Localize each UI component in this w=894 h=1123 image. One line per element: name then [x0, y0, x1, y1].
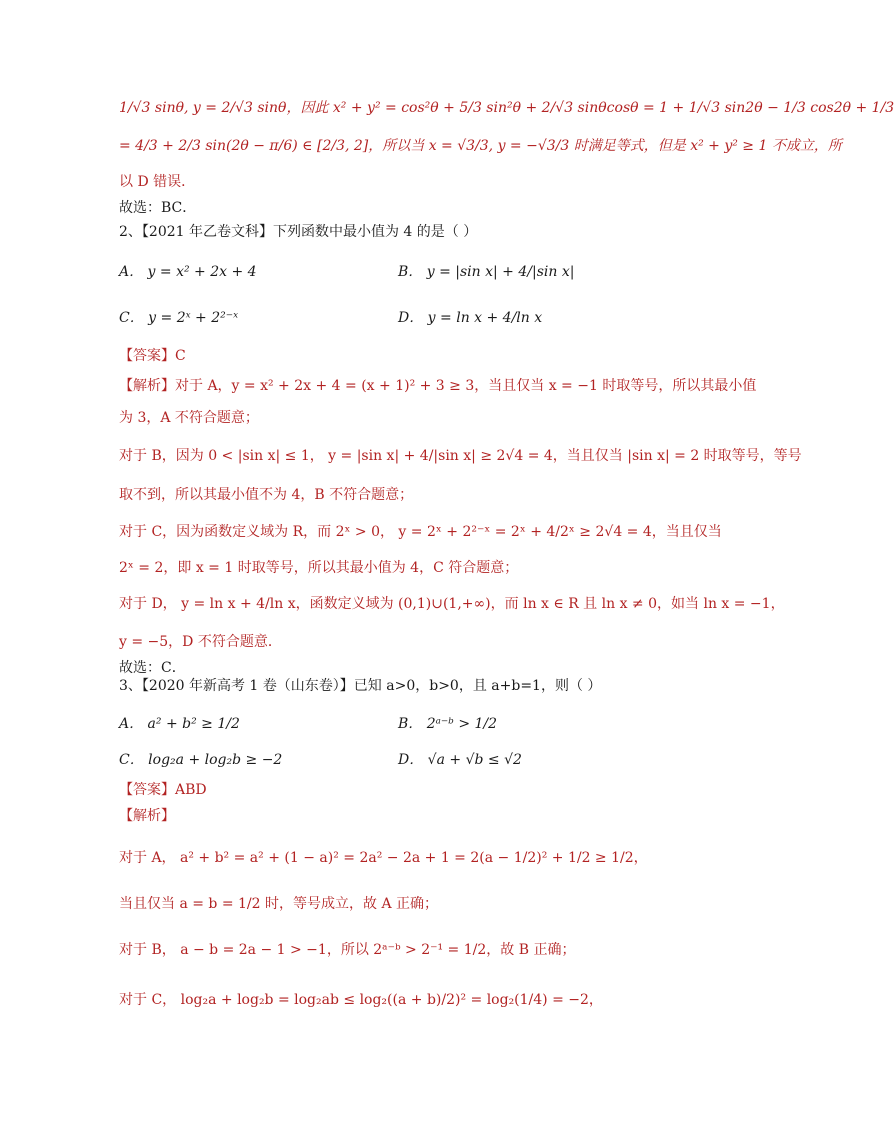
q3-option-b: B． 2ᵃ⁻ᵇ > 1/2 [398, 716, 498, 732]
q2-result: 故选：C． [119, 660, 186, 676]
q2-analysis-1: 【解析】对于 A，y = x² + 2x + 4 = (x + 1)² + 3 ≥ 3，当且仅当 x = −1 时取等号，所以其最小值 [119, 378, 757, 394]
q2-answer: 【答案】C [119, 348, 186, 364]
continuation-line-1: 1/√3 sinθ, y = 2/√3 sinθ，因此 x² + y² = cos²θ + 5/3 sin²θ + 2/√3 sinθcosθ = 1 + 1/√3 sin2θ − 1/3 cos2θ + 1/3 [119, 100, 894, 116]
q2-title: 2、【2021 年乙卷文科】下列函数中最小值为 4 的是（ ） [119, 224, 478, 240]
q2-analysis-3: 对于 B，因为 0 < |sin x| ≤ 1， y = |sin x| + 4/|sin x| ≥ 2√4 = 4，当且仅当 |sin x| = 2 时取等号，等号 [119, 448, 802, 464]
q3-analysis-2: 当且仅当 a = b = 1/2 时，等号成立，故 A 正确； [119, 896, 439, 912]
q2-analysis-4: 取不到，所以其最小值不为 4，B 不符合题意； [119, 487, 414, 503]
q2-analysis-2: 为 3，A 不符合题意； [119, 410, 259, 426]
q3-option-a: A． a² + b² ≥ 1/2 [119, 716, 240, 732]
q2-option-c: C． y = 2ˣ + 2²⁻ˣ [119, 310, 239, 326]
q3-answer: 【答案】ABD [119, 782, 207, 798]
continuation-line-3: 以 D 错误． [119, 174, 196, 190]
q2-option-d: D． y = ln x + 4/ln x [398, 310, 543, 326]
q2-option-b: B． y = |sin x| + 4/|sin x| [398, 264, 575, 280]
q3-title: 3、【2020 年新高考 1 卷（山东卷）】已知 a>0，b>0，且 a+b=1，则（ ） [119, 678, 602, 694]
q2-analysis-7: 对于 D， y = ln x + 4/ln x，函数定义域为 (0,1)∪(1,+∞)，而 ln x ∈ R 且 ln x ≠ 0，如当 ln x = −1， [119, 596, 785, 612]
q2-analysis-6: 2ˣ = 2，即 x = 1 时取等号，所以其最小值为 4，C 符合题意； [119, 560, 519, 576]
q3-analysis-3: 对于 B， a − b = 2a − 1 > −1，所以 2ᵃ⁻ᵇ > 2⁻¹ = 1/2，故 B 正确； [119, 942, 576, 958]
q3-option-c: C． log₂a + log₂b ≥ −2 [119, 752, 283, 768]
continuation-line-2: = 4/3 + 2/3 sin(2θ − π/6) ∈ [2/3, 2]，所以当 x = √3/3, y = −√3/3 时满足等式，但是 x² + y² ≥ 1 不成立，所 [119, 138, 842, 154]
q3-analysis-title: 【解析】 [119, 808, 175, 824]
q2-analysis-5: 对于 C，因为函数定义域为 R，而 2ˣ > 0， y = 2ˣ + 2²⁻ˣ = 2ˣ + 4/2ˣ ≥ 2√4 = 4，当且仅当 [119, 524, 722, 540]
q1-result: 故选：BC． [119, 200, 197, 216]
q3-option-d: D． √a + √b ≤ √2 [398, 752, 522, 768]
q2-analysis-8: y = −5，D 不符合题意． [119, 634, 282, 650]
q2-option-a-text: A． y = x² + 2x + 4 [119, 264, 257, 280]
q3-analysis-4: 对于 C， log₂a + log₂b = log₂ab ≤ log₂((a + b)/2)² = log₂(1/4) = −2， [119, 992, 603, 1008]
q3-analysis-1: 对于 A， a² + b² = a² + (1 − a)² = 2a² − 2a + 1 = 2(a − 1/2)² + 1/2 ≥ 1/2， [119, 850, 648, 866]
